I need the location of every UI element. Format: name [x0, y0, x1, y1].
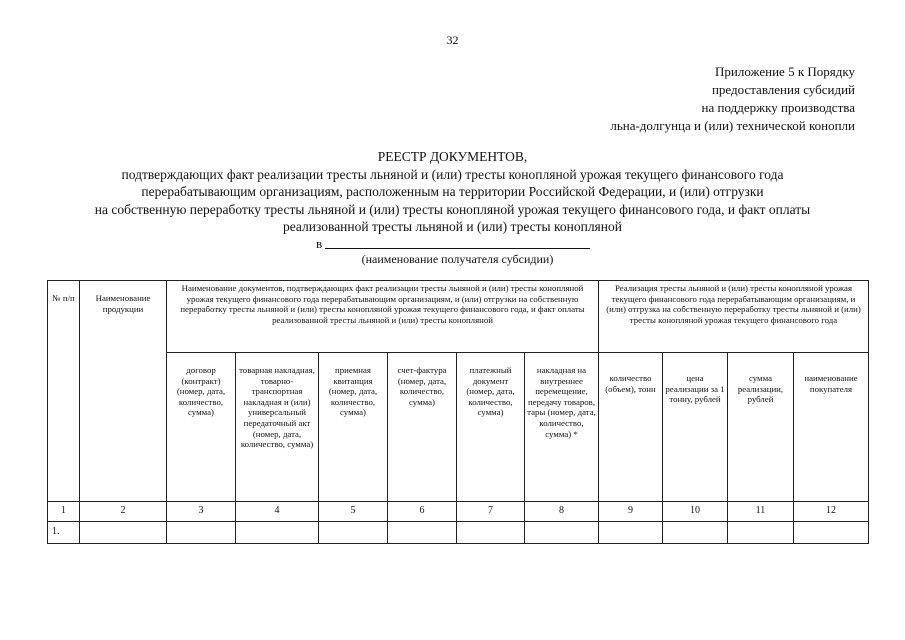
title-line: реализованной тресты льняной и (или) тресты конопляной [283, 219, 622, 234]
annex-reference [610, 63, 855, 135]
column-number: 11 [728, 502, 794, 522]
column-numbers-row [48, 502, 869, 522]
header-sales-group: Реализация тресты льняной и (или) тресты конопляной урожая текущего финансового года перерабатывающим организациям, и (или) отгрузка на собственную переработку тресты льняной и (или) тресты конопляной урожая текущего финансового года [599, 281, 869, 353]
cell-waybill[interactable] [236, 522, 319, 544]
cell-sum[interactable] [728, 522, 794, 544]
column-number: 9 [599, 502, 663, 522]
header-contract: договор (контракт) (номер, дата, количество, сумма) [167, 353, 236, 502]
table-row [48, 522, 869, 544]
cell-receipt[interactable] [319, 522, 388, 544]
column-number: 8 [525, 502, 599, 522]
column-number: 5 [319, 502, 388, 522]
cell-invoice[interactable] [388, 522, 457, 544]
cell-quantity[interactable] [599, 522, 663, 544]
column-number: 7 [457, 502, 525, 522]
header-documents-group: Наименование документов, подтверждающих факт реализации тресты льняной и (или) тресты конопляной урожая текущего финансового года перерабатывающим организациям, и (или) отгрузки на собственную переработку тресты льняной и (или) тресты конопляной урожая текущего финансового года, и факт оплаты реализованной тресты льняной и (или) тресты конопляной [167, 281, 599, 353]
page-number: 32 [446, 33, 459, 47]
header-quantity: количество (объем), тонн [599, 353, 663, 502]
header-payment-doc: платежный документ (номер, дата, количество, сумма) [457, 353, 525, 502]
annex-line: предоставления субсидий [711, 82, 855, 97]
row-number: 1. [48, 522, 80, 544]
title-line: перерабатывающим организациям, расположенным на территории Российской Федерации, и (или) отгрузки [141, 184, 764, 199]
annex-line: на поддержку производства [701, 100, 855, 115]
document-title [0, 148, 905, 236]
header-product: Наименование продукции [80, 281, 167, 502]
cell-payment-doc[interactable] [457, 522, 525, 544]
recipient-caption: (наименование получателя субсидии) [361, 252, 554, 266]
annex-line: Приложение 5 к Порядку [715, 64, 855, 79]
cell-price[interactable] [663, 522, 728, 544]
header-receipt: приемная квитанция (номер, дата, количество, сумма) [319, 353, 388, 502]
header-waybill: товарная накладная, товарно-транспортная накладная и (или) универсальный передаточный акт (номер, дата, количество, сумма) [236, 353, 319, 502]
recipient-prefix: в [316, 236, 323, 251]
column-number: 6 [388, 502, 457, 522]
header-invoice: счет-фактура (номер, дата, количество, сумма) [388, 353, 457, 502]
header-buyer: наименование покупателя [794, 353, 869, 502]
title-line: на собственную переработку тресты льняной и (или) тресты конопляной урожая текущего финансового года, и факт оплаты [94, 201, 811, 217]
column-number: 12 [794, 502, 869, 522]
column-number: 4 [236, 502, 319, 522]
column-number: 3 [167, 502, 236, 522]
registry-table [47, 280, 869, 544]
header-price: цена реализации за 1 тонну, рублей [663, 353, 728, 502]
header-sum: сумма реализации, рублей [728, 353, 794, 502]
annex-line: льна-долгунца и (или) технической конопли [610, 118, 855, 133]
column-number: 2 [80, 502, 167, 522]
column-number: 1 [48, 502, 80, 522]
cell-internal-transfer[interactable] [525, 522, 599, 544]
title-line: подтверждающих факт реализации тресты льняной и (или) тресты конопляной урожая текущего финансового года [121, 166, 784, 182]
header-num: № п/п [48, 281, 80, 502]
title-line: РЕЕСТР ДОКУМЕНТОВ, [377, 149, 528, 164]
recipient-name-field[interactable] [325, 240, 590, 249]
cell-product[interactable] [80, 522, 167, 544]
cell-contract[interactable] [167, 522, 236, 544]
header-internal-transfer: накладная на внутреннее перемещение, передачу товаров, тары (номер, дата, количество, сумма) * [525, 353, 599, 502]
cell-buyer[interactable] [794, 522, 869, 544]
column-number: 10 [663, 502, 728, 522]
